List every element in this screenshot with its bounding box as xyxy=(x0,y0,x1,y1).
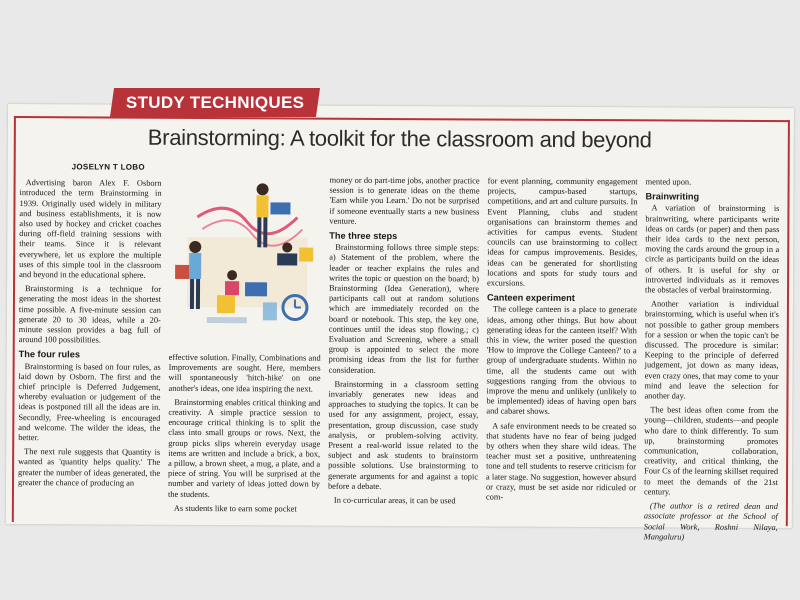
paragraph: Brainstorming follows three simple steps: a) Statement of the problem, where the leader or teacher explains the rules and writes the topic or question on the board; b) Brainstorming (Idea Generation), where participants call out at random solutions which are immediately recorded on the board or notebook. This step, the key one, continues until the ideas stop flowing.; c) Evaluation and Screening, where a small group is appointed to select the more promising ideas from the list for further consideration. xyxy=(328,242,480,375)
paragraph: In co-curricular areas, it can be used xyxy=(333,495,456,506)
paragraph: A variation of brainstorming is brainwriting, where participants write ideas on cards (or paper) and then pass their idea cards to the next person, moving the cards around the group in a circle as participants build on the ideas of others. It is useful for shy or introverted individuals as it removes the obstacles of verbal brainstorming. xyxy=(645,203,780,296)
column-5 xyxy=(644,177,780,547)
column-3 xyxy=(328,176,480,511)
subheading-canteen: Canteen experiment xyxy=(486,292,575,304)
paragraph: Advertising baron Alex F. Osborn introduced the term Brainstorming in 1939. Originally used widely in military and business establishments, it is now also used by hockey and cricket coaches during off-field training sessions with their teams. Since it is relevant everywhere, let us explore the multiple uses of this simple tool in the classroom and beyond in the educational sphere. xyxy=(19,178,162,280)
column-4 xyxy=(486,177,638,508)
newspaper-clipping xyxy=(6,104,794,542)
column-1 xyxy=(18,162,162,493)
paragraph: A safe environment needs to be created so that students have no fear of being judged by others when they share wild ideas. The teacher must set a positive, unthreatening tone and tell students to reserve criticism for a later stage. No suggestion, however absurd or crazy, must be set aside nor ridiculed or com- xyxy=(485,421,637,502)
byline: JOSELYN T LOBO xyxy=(71,162,145,172)
paragraph: Brainstorming is based on four rules, as laid down by Osborn. The first and the chief principle is Deferred Judgement, whereby evaluation or judgement of the ideas is postponed till all the ideas are in. Secondly, Free-wheeling is encouraged and welcome. The wilder the ideas, the better. xyxy=(18,361,161,443)
author-credit: (The author is a retired dean and associate professor at the School of Social Work, Roshni Nilaya, Mangaluru) xyxy=(643,501,778,542)
paragraph: The best ideas often come from the young—children, students—and people who dare to think differently. To sum up, brainstorming promotes communication, collaboration, creativity, and critical thinking, the Four Cs of the learning skillset required to meet the demands of the 21st century. xyxy=(643,405,779,497)
paragraph: Brainstorming enables critical thinking and creativity. A simple practice session to encourage critical thinking is to split the class into small groups or rows. Next, the group picks slips wherein everyday usage items are written and include a brick, a box, a pillow, a brown sheet, a mug, a plate, and a piece of string. You will be surprised at the number and variety of ideas jotted down by the students. xyxy=(167,397,321,499)
subheading-four-rules: The four rules xyxy=(18,349,80,360)
section-tab-label: STUDY TECHNIQUES xyxy=(125,93,305,112)
headline: Brainstorming: A toolkit for the classroom and beyond xyxy=(147,124,652,153)
paragraph: for event planning, community engagement projects, campus-based startups, competitions, and art and culture pursuits. In Event Planning, clubs and student organisations can brainstorm themes and activities for campus events. Student councils can use brainstorming to collect ideas for campus improvements. Besides, ideas can be generated for shortlisting locations and spots for study tours and excursions. xyxy=(487,176,638,288)
column-2 xyxy=(168,353,321,519)
paragraph: Brainstorming in a classroom setting invariably generates new ideas and approaches to studying the topics. It can be used for any assignment, project, essay, presentation, group discussion, case study analysis, or problem-solving activity. Present a real-world issue related to the subject and ask students to brainstorm possible solutions. Use brainstorming to generate arguments for and against a topic before a debate. xyxy=(327,379,479,491)
paragraph: effective solution. Finally, Combinations and Improvements are sought. Here, members will spontaneously 'hitch-hike' on one another's ideas, one idea inspiring the next. xyxy=(168,352,321,394)
brainstorming-illustration xyxy=(167,177,328,348)
paragraph: mented upon. xyxy=(645,177,692,187)
section-tab xyxy=(110,88,320,117)
subheading-brainwriting: Brainwriting xyxy=(645,191,700,202)
paragraph: The next rule suggests that Quantity is wanted as 'quantity helps quality.' The greater the number of ideas generated, the greater the chance of producing an xyxy=(17,447,161,488)
subheading-three-steps: The three steps xyxy=(329,230,398,242)
paragraph: Brainstorming is a technique for generating the most ideas in the shortest time possible. A five-minute session can generate 20 to 30 ideas, while a 20-minute session provides a bag full of around 100 possibilities. xyxy=(18,284,162,345)
paragraph: The college canteen is a place to generate ideas, among other things. But how about generating ideas for the canteen itself? With this in view, the writer posed the question 'How to improve the College Canteen?' to a group of undergraduate students. Within no time, all the students came out with suggestions ranging from the obvious to improve the menu and unlikely (unlikely to be implemented) ideas of having open bars and cabaret shows. xyxy=(486,304,637,417)
paragraph: Another variation is individual brainstorming, which is useful when it's not possible to gather group members for a session or when the topic can't be discussed. The procedure is similar: Keeping to the principle of deferred judgement, jot down as many ideas, even crazy ones, that may come to your mind and leave the selection for another day. xyxy=(644,299,779,401)
paragraph: money or do part-time jobs, another practice session is to generate ideas on the theme 'Earn while you Learn.' Do not be surprised if someone eventually starts a new business venture. xyxy=(329,175,480,226)
paragraph: As students like to earn some pocket xyxy=(173,503,297,514)
